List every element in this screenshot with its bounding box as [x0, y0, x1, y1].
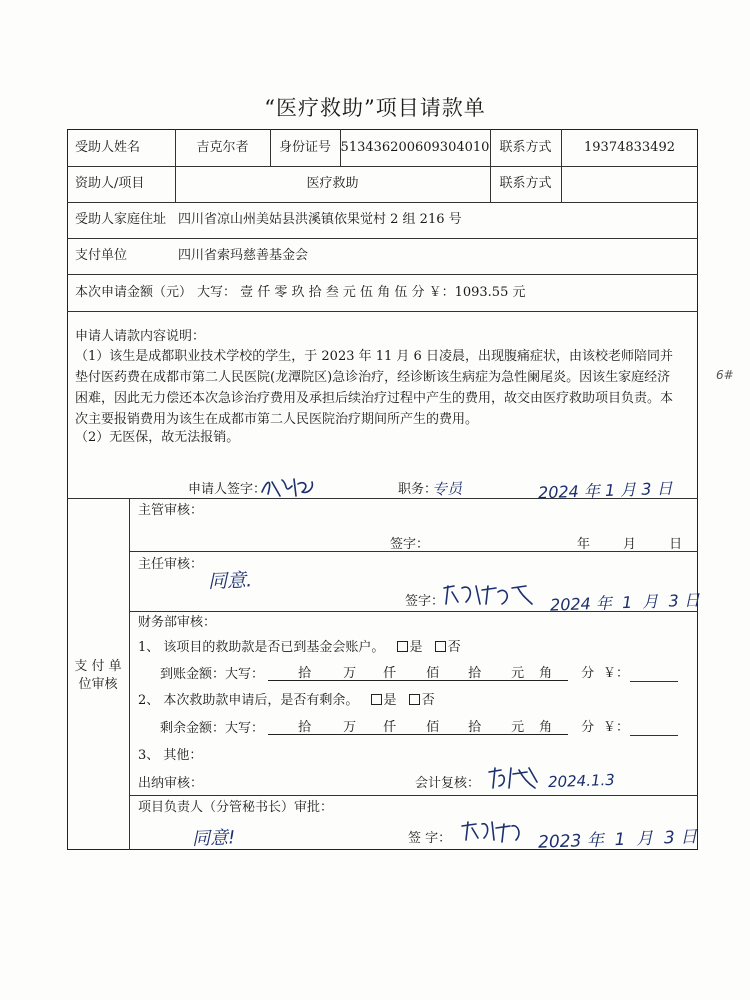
remaining-amount-row: [160, 720, 595, 737]
unit-label: 拾: [468, 666, 482, 681]
accountant-date: 2024.1.3: [547, 770, 616, 792]
application-date: 2024 年 1 月 3 日: [537, 478, 673, 503]
no-checkbox-1[interactable]: [435, 641, 446, 652]
cashier-label: 出纳审核：: [138, 776, 204, 791]
director-date: 2024 年 1 月 3 日: [549, 590, 701, 615]
finance-question-1: [138, 640, 461, 656]
payer-label: 支付单位: [75, 248, 128, 263]
unit-label: 佰: [426, 720, 440, 735]
remaining-amount-label: 剩余金额：大写：: [160, 721, 265, 736]
row-divider: [67, 238, 698, 239]
yes-label-2: 是: [383, 693, 397, 708]
unit-label: 元: [511, 720, 525, 735]
unit-label: 拾: [298, 666, 312, 681]
id-value: 513436200609304010: [340, 140, 490, 155]
address-label: 受助人家庭住址: [75, 212, 167, 227]
received-amount-line[interactable]: [268, 666, 595, 681]
row-divider: [67, 202, 698, 203]
leader-label: 项目负责人（分管秘书长）审批：: [138, 800, 334, 815]
address-value: 四川省凉山州美姑县洪溪镇依果觉村 2 组 216 号: [178, 212, 462, 227]
id-label: 身份证号: [278, 140, 331, 155]
accountant-label: 会计复核：: [415, 776, 481, 791]
director-label: 主任审核：: [138, 557, 204, 572]
unit-label: 拾: [468, 720, 482, 735]
unit-label: 分: [581, 720, 595, 735]
remaining-yen-line: [630, 735, 678, 736]
row-divider: [129, 795, 698, 796]
supervisor-label: 主管审核：: [138, 503, 204, 518]
margin-note: 6#: [716, 368, 734, 382]
finance-question-2: [138, 693, 435, 709]
supervisor-date: 年 月 日: [577, 537, 683, 552]
yes-label-1: 是: [409, 640, 423, 655]
other-label: 3、 其他：: [138, 748, 203, 763]
director-opinion: 同意.: [207, 569, 253, 593]
unit-label: 元: [511, 666, 525, 681]
name-label: 受助人姓名: [75, 140, 141, 155]
row-divider: [67, 166, 698, 167]
col-divider: [129, 498, 130, 850]
applicant-signature: [258, 474, 318, 500]
accountant-signature: [485, 762, 545, 792]
unit-label: 仟: [383, 666, 397, 681]
yes-checkbox-2[interactable]: [371, 694, 382, 705]
supervisor-sign-label: 签字：: [390, 537, 430, 552]
sponsor-contact-label: 联系方式: [499, 176, 552, 191]
unit-label: 角: [539, 666, 553, 681]
yes-checkbox-1[interactable]: [397, 641, 408, 652]
no-label-1: 否: [447, 640, 461, 655]
name-value: 吉克尔者: [196, 140, 249, 155]
unit-label: 佰: [426, 666, 440, 681]
contact-label: 联系方式: [499, 140, 552, 155]
sponsor-label: 资助人/项目: [75, 176, 145, 191]
application-paragraph-2: （2）无医保，故无法报销。: [75, 430, 240, 445]
finance-label: 财务部审核：: [138, 615, 217, 630]
remaining-amount-line[interactable]: [268, 720, 595, 735]
position-label: 职务：: [398, 482, 438, 497]
received-yen-line: [630, 681, 678, 682]
received-yen: ￥：: [603, 666, 630, 681]
director-sign-label: 签字：: [405, 594, 445, 609]
leader-signature: [458, 816, 528, 846]
application-paragraph-1: （1）该生是成都职业技术学校的学生，于 2023 年 11 月 6 日凌晨，出现腹痛症状，由该校老师陪同并垫付医药费在成都市第二人民医院(龙潭院区)急诊治疗，经诊断该生病症为急性阑尾炎。因该生家庭经济困难，因此无力偿还本次急诊治疗费用及承担后续治疗过程中产生的费用，故交由医疗救助项目负责。本次主要报销费用为该生在成都市第二人民医院治疗期间所产生的费用。: [75, 349, 674, 427]
payer-value: 四川省索玛慈善基金会: [178, 248, 309, 263]
unit-label: 仟: [383, 720, 397, 735]
leader-date: 2023 年 1 月 3 日: [537, 827, 698, 853]
question-1-text: 1、 该项目的救助款是否已到基金会账户。: [138, 640, 385, 655]
position-value: 专员: [431, 479, 463, 499]
received-amount-label: 到账金额：大写：: [160, 667, 265, 682]
amount-value: 大写： 壹 仟 零 玖 拾 叁 元 伍 角 伍 分 ￥：1093.55 元: [197, 285, 526, 300]
sponsor-value: 医疗救助: [306, 176, 359, 191]
remaining-yen: ￥：: [603, 720, 630, 735]
applicant-sign-label: 申请人签字：: [188, 482, 267, 497]
unit-label: 万: [343, 720, 357, 735]
received-amount-row: [160, 666, 595, 683]
unit-label: 万: [343, 666, 357, 681]
question-2-text: 2、 本次救助款申请后，是否有剩余。: [138, 693, 359, 708]
leader-opinion: 同意!: [191, 827, 236, 850]
director-signature: [440, 580, 535, 610]
row-divider: [67, 274, 698, 275]
page-title: “医疗救助”项目请款单: [264, 96, 486, 120]
unit-label: 拾: [298, 720, 312, 735]
contact-value: 19374833492: [584, 140, 675, 155]
no-label-2: 否: [421, 693, 435, 708]
no-checkbox-2[interactable]: [409, 694, 420, 705]
amount-label: 本次申请金额（元）: [75, 285, 193, 300]
application-heading: 申请人请款内容说明：: [75, 329, 206, 344]
leader-sign-label: 签 字：: [408, 831, 452, 846]
unit-label: 分: [581, 666, 595, 681]
unit-label: 角: [539, 720, 553, 735]
row-divider: [67, 311, 698, 312]
review-side-label: 支 付 单 位审核: [74, 659, 122, 692]
